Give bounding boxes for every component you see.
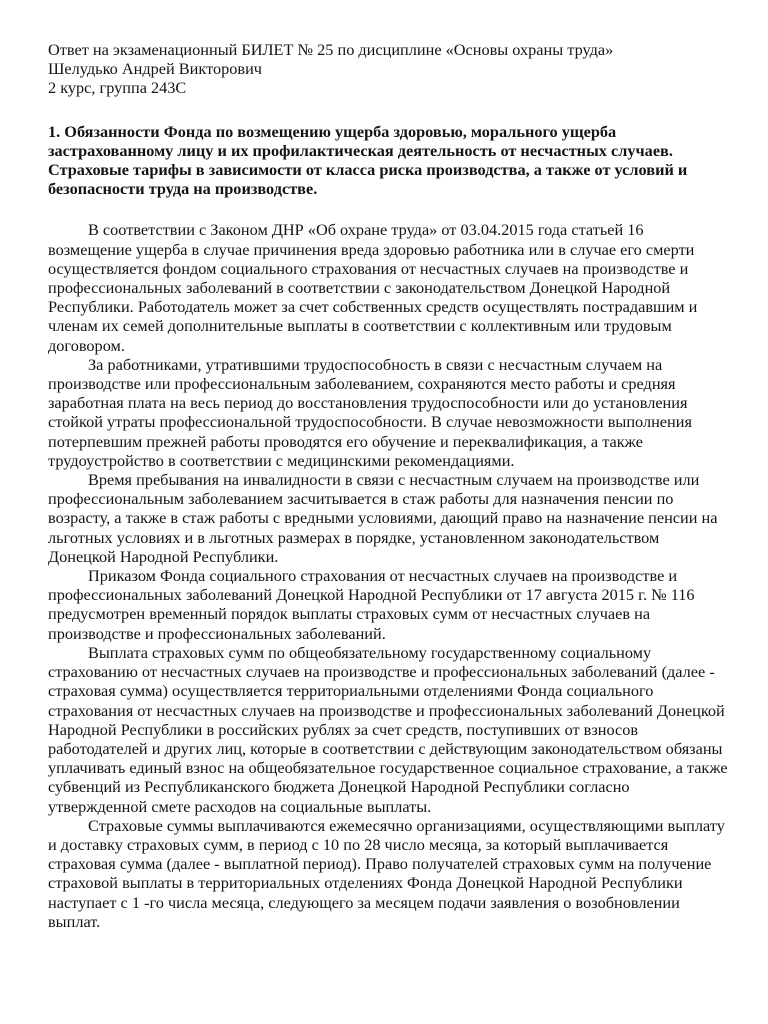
course-group: 2 курс, группа 243С [48,78,187,98]
paragraph-disabled-workers: За работниками, утратившими трудоспособность в связи с несчастным случаем на производстве или профессиональным заболеванием, сохраняются место работы и средняя заработная плата на весь период до восстановления трудоспособности или до установления стойкой утраты профессиональной трудоспособности. В случае невозможности выполнения потерпевшим прежней работы проводятся его обучение и переквалификация, а также трудоустройство в соответствии с медицинскими рекомендациями. [48,354,692,470]
question-title: 1. Обязанности Фонда по возмещению ущерба здоровью, морального ущерба застрахованному лицу и их профилактическая деятельность от несчастных случаев. Страховые тарифы в зависимости от класса риска производства, а также от условий и безопасности труда на производстве. [48,121,688,199]
paragraph-monthly-payments: Страховые суммы выплачиваются ежемесячно организациями, осуществляющими выплату и доставку страховых сумм, в период с 10 по 28 число месяца, за который выплачивается страховая сумма (далее - выплатной период). Право получателей страховых сумм на получение страховой выплаты в территориальных отделениях Фонда Донецкой Народной Республики наступает с 1 -го числа месяца, следующего за месяцем подачи заявления о возобновлении выплат. [48,815,725,931]
paragraph-fund-order: Приказом Фонда социального страхования от несчастных случаев на производстве и профессиональных заболеваний Донецкой Народной Республики от 17 августа 2015 г. № 116 предусмотрен временный порядок выплаты страховых сумм от несчастных случаев на производстве и профессиональных заболеваний. [48,566,695,643]
answer-body [48,220,728,931]
ticket-heading: Ответ на экзаменационный БИЛЕТ № 25 по дисциплине «Основы охраны труда» [48,40,614,59]
paragraph-law-compensation: В соответствии с Законом ДНР «Об охране труда» от 03.04.2015 года статьей 16 возмещение ущерба в случае причинения вреда здоровью работника или в случае его смерти осуществляется фондом социального страхования от несчастных случаев на производстве и профессиональных заболеваний в соответствии с законодательством Донецкой Народной Республики. Работодатель может за счет собственных средств осуществлять пострадавшим и членам их семей дополнительные выплаты в соответствии с коллективным или трудовым договором. [48,220,698,355]
student-name: Шелудько Андрей Викторович [48,59,262,79]
paragraph-payment-of-sums: Выплата страховых сумм по общеобязательному государственному социальному страхованию от несчастных случаев на производстве и профессиональных заболеваний (далее - страховая сумма) осуществляется территориальными отделениями Фонда социального страхования от несчастных случаев на производстве и профессиональных заболеваний Донецкой Народной Республики в российских рублях за счет средств, поступивших от взносов работодателей и других лиц, которые в соответствии с действующим законодательством обязаны уплачивать единый взнос на общеобязательное государственное социальное страхование, а также субвенций из Республиканского бюджета Донецкой Народной Республики согласно утвержденной смете расходов на социальные выплаты. [48,642,728,816]
paragraph-disability-seniority: Время пребывания на инвалидности в связи с несчастным случаем на производстве или профессиональным заболеванием засчитывается в стаж работы для назначения пенсии по возрасту, а также в стаж работы с вредными условиями, дающий право на назначение пенсии на льготных условиях и в льготных размерах в порядке, установленном законодательством Донецкой Народной Республики. [48,470,718,566]
document-page [48,40,728,931]
